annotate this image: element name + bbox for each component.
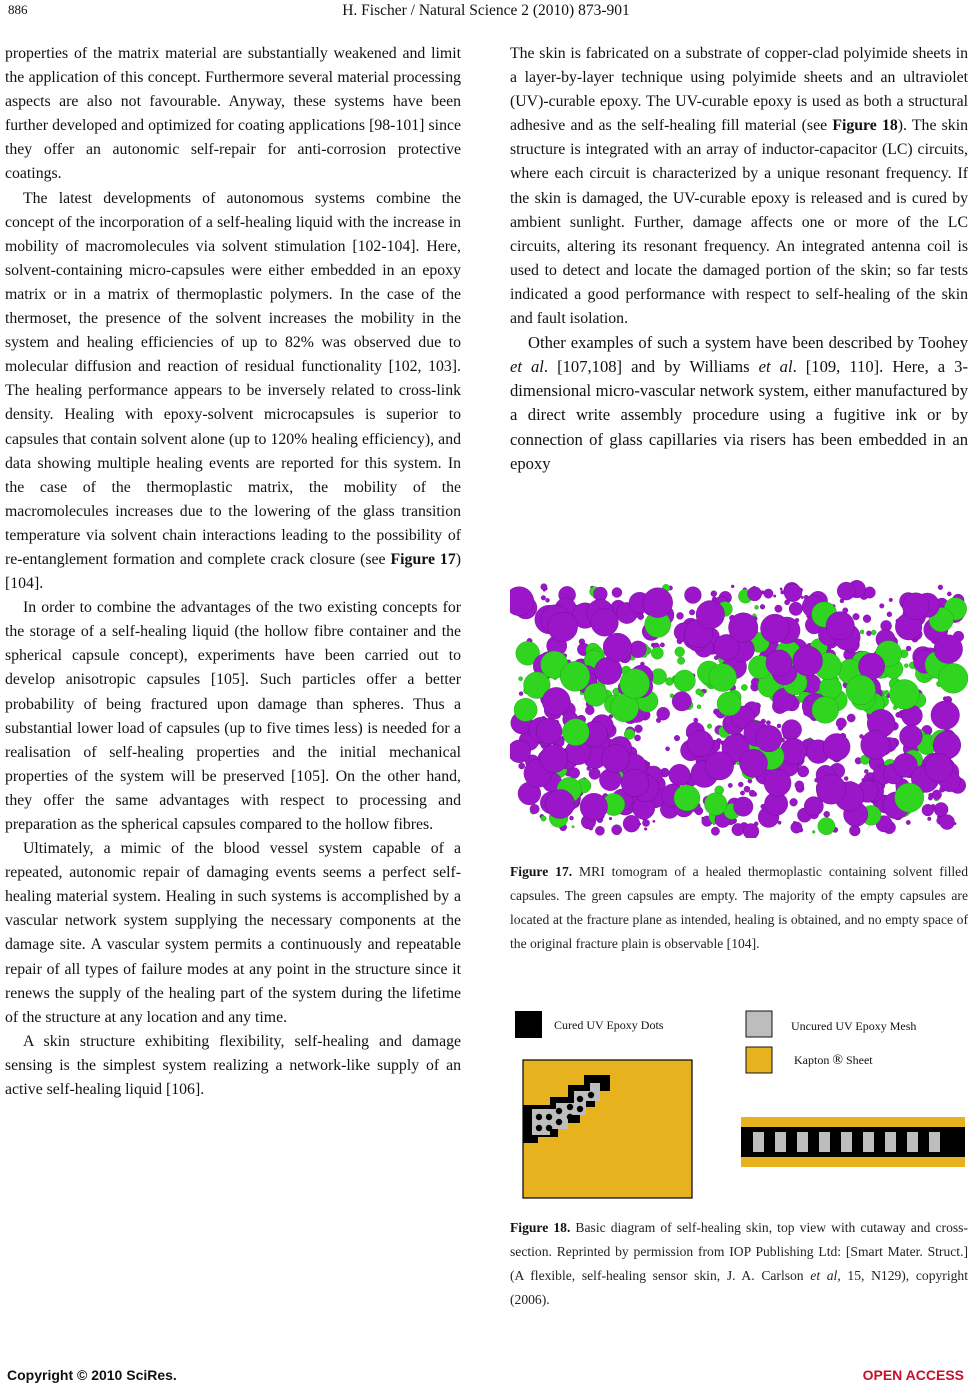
filled-capsule-blob	[847, 714, 855, 722]
filled-capsule-blob	[734, 797, 753, 816]
filled-capsule-blob	[603, 633, 632, 662]
filled-capsule-blob	[866, 631, 871, 636]
figure-reference: Figure 18	[832, 117, 898, 135]
empty-capsule-blob	[519, 677, 523, 681]
running-title: H. Fischer / Natural Science 2 (2010) 873-901	[342, 2, 630, 19]
empty-capsule-blob	[696, 689, 702, 695]
filled-capsule-blob	[540, 745, 568, 773]
filled-capsule-blob	[635, 725, 643, 733]
filled-capsule-blob	[696, 601, 724, 629]
empty-capsule-blob	[904, 664, 908, 668]
filled-capsule-blob	[672, 692, 691, 711]
filled-capsule-blob	[687, 730, 713, 756]
filled-capsule-blob	[780, 738, 806, 764]
empty-capsule-blob	[812, 697, 839, 724]
filled-capsule-blob	[738, 782, 743, 787]
empty-capsule-blob	[620, 669, 650, 699]
filled-capsule-blob	[595, 826, 604, 835]
empty-capsule-blob	[895, 783, 924, 812]
filled-capsule-blob	[623, 815, 640, 832]
filled-capsule-blob	[889, 598, 893, 602]
filled-capsule-blob	[749, 790, 755, 796]
filled-capsule-blob	[934, 635, 963, 664]
filled-capsule-blob	[674, 735, 680, 741]
filled-capsule-blob	[906, 820, 910, 824]
filled-capsule-blob	[777, 724, 781, 728]
filled-capsule-blob	[766, 721, 770, 725]
filled-capsule-blob	[778, 821, 781, 824]
figure-18-diagram	[510, 1003, 970, 1203]
legend-cured-label: Cured UV Epoxy Dots	[554, 1018, 664, 1032]
empty-capsule-blob	[704, 793, 727, 816]
filled-capsule-blob	[570, 816, 574, 820]
filled-capsule-blob	[729, 613, 758, 642]
filled-capsule-blob	[731, 585, 734, 588]
filled-capsule-blob	[530, 804, 539, 813]
filled-capsule-blob	[669, 764, 690, 785]
figure-reference: Figure 17	[390, 550, 456, 568]
filled-capsule-blob	[711, 827, 719, 835]
paragraph: Ultimately, a mimic of the blood vessel system capable of a repeated, autonomic repair of damaging events seems a perfect self-healing material system. Healing in such systems is accomplished by a vascular network system supplying the necessary components at the damage site. A vascular system permits a continuously and repeatable repair of all types of failure modes at any point in the structure since it renews the supply of the healing part of the system during the lifetime of the structure at any location and any time.	[5, 840, 461, 1026]
empty-capsule-blob	[707, 724, 712, 729]
filled-capsule-blob	[784, 584, 802, 602]
legend-uncured-label: Uncured UV Epoxy Mesh	[791, 1019, 917, 1033]
empty-capsule-blob	[741, 684, 747, 690]
filled-capsule-blob	[685, 587, 702, 604]
figure-17-mri-tomogram	[510, 580, 968, 838]
empty-capsule-blob	[812, 831, 815, 834]
empty-capsule-blob	[675, 647, 685, 657]
filled-capsule-blob	[541, 596, 546, 601]
filled-capsule-blob	[826, 612, 854, 640]
top-view-cutaway	[523, 1060, 692, 1198]
filled-capsule-blob	[694, 718, 698, 722]
footer-copyright: Copyright © 2010 SciRes.	[7, 1367, 177, 1383]
figure-18-caption: Figure 18. Basic diagram of self-healing skin, top view with cutaway and cross-section. Reprinted by permission from IOP Publishing Ltd: [Smart Mater. Struct.] (A flexible, self-healing sensor skin, J. A. Carlson et al, 15, N129), copyright (2006).	[510, 1220, 968, 1307]
filled-capsule-blob	[542, 687, 570, 715]
filled-capsule-blob	[546, 790, 575, 819]
empty-capsule-blob	[938, 663, 968, 693]
empty-capsule-blob	[890, 680, 920, 710]
figure-17-caption: Figure 17. MRI tomogram of a healed thermoplastic containing solvent filled capsules. The green capsules are empty. The majority of the empty capsules are located at the fracture plane as intended, healing is obtained, and no empty space of the original fracture plain is observable [104].	[510, 864, 968, 951]
filled-capsule-blob	[519, 692, 523, 696]
filled-capsule-blob	[887, 612, 892, 617]
filled-capsule-blob	[947, 592, 951, 596]
filled-capsule-blob	[863, 615, 871, 623]
right-column	[510, 42, 968, 476]
empty-capsule-blob	[584, 683, 607, 706]
filled-capsule-blob	[864, 769, 868, 773]
empty-capsule-blob	[818, 818, 835, 835]
filled-capsule-blob	[906, 646, 911, 651]
empty-capsule-blob	[651, 647, 663, 659]
empty-capsule-blob	[562, 719, 589, 746]
empty-capsule-blob	[755, 605, 759, 609]
empty-capsule-blob	[674, 670, 696, 692]
filled-capsule-blob	[666, 747, 670, 751]
filled-capsule-blob	[932, 790, 942, 800]
filled-capsule-blob	[760, 604, 765, 609]
filled-capsule-blob	[705, 752, 733, 780]
empty-capsule-blob	[560, 661, 590, 691]
filled-capsule-blob	[589, 768, 600, 779]
empty-capsule-blob	[572, 826, 574, 828]
filled-capsule-blob	[791, 822, 802, 833]
filled-capsule-blob	[756, 725, 783, 752]
filled-capsule-blob	[642, 819, 649, 826]
paragraph: The latest developments of autonomous systems combine the concept of the incorporation of a self-healing liquid with the increase in mobility of macromolecules via solvent stimulation [102-104]. Here, solvent-containing micro-capsules were either embedded in an epoxy matrix or in a matrix of thermoplastic polymers. In the case of the thermoset, the presence of the solvent increases the mobility in the system and healing efficiencies of up to 82% was observed due to molecular diffusion and reaction of residual functionality [102, 103]. The healing performance appears to be inversely related to cross-link density. Healing with epoxy-solvent microcapsules is superior to capsules that contain solvent alone (up to 120% healing efficiency), and data showing multiple healing events are reported for this system. In the case of the thermoplastic matrix, the mobility of the macromolecules increases due to the lowering of the glass transition temperature via solvent chain interactions leading to the possibility of re-entanglement formation and complete crack closure (see Figure 17) [104].	[5, 189, 461, 593]
filled-capsule-blob	[548, 612, 578, 642]
filled-capsule-blob	[740, 749, 768, 777]
empty-capsule-blob	[697, 705, 701, 709]
empty-capsule-blob	[871, 630, 876, 635]
filled-capsule-blob	[740, 791, 744, 795]
filled-capsule-blob	[766, 650, 792, 676]
empty-capsule-blob	[541, 816, 546, 821]
filled-capsule-blob	[775, 605, 782, 612]
filled-capsule-blob	[795, 781, 804, 790]
filled-capsule-blob	[793, 646, 823, 676]
empty-capsule-blob	[674, 785, 700, 811]
empty-capsule-blob	[709, 664, 737, 692]
filled-capsule-blob	[541, 584, 547, 590]
empty-capsule-blob	[717, 692, 741, 716]
legend-uncured-swatch	[746, 1011, 772, 1037]
filled-capsule-blob	[612, 825, 622, 835]
filled-capsule-blob	[764, 589, 773, 598]
left-column	[5, 42, 461, 1102]
filled-capsule-blob	[660, 643, 664, 647]
filled-capsule-blob	[644, 828, 647, 831]
filled-capsule-blob	[612, 588, 622, 598]
filled-capsule-blob	[594, 587, 608, 601]
filled-capsule-blob	[773, 595, 776, 598]
filled-capsule-blob	[744, 786, 750, 792]
empty-capsule-blob	[514, 698, 537, 721]
filled-capsule-blob	[728, 783, 732, 787]
filled-capsule-blob	[837, 582, 855, 600]
filled-capsule-blob	[621, 769, 649, 797]
filled-capsule-blob	[689, 610, 695, 616]
filled-capsule-blob	[853, 613, 860, 620]
filled-capsule-blob	[789, 602, 802, 615]
empty-capsule-blob	[677, 657, 684, 664]
filled-capsule-blob	[585, 706, 594, 715]
filled-capsule-blob	[902, 593, 929, 620]
filled-capsule-blob	[602, 745, 630, 773]
filled-capsule-blob	[546, 598, 550, 602]
filled-capsule-blob	[836, 718, 846, 728]
legend-cured-swatch	[515, 1011, 542, 1038]
paragraph: A skin structure exhibiting flexibility, self-healing and damage sensing is the simplest system realizing a network-like supply of an active self-healing liquid [106].	[5, 1032, 461, 1099]
filled-capsule-blob	[931, 701, 960, 730]
filled-capsule-blob	[748, 587, 762, 601]
filled-capsule-blob	[790, 798, 798, 806]
filled-capsule-blob	[743, 824, 759, 839]
filled-capsule-blob	[764, 770, 791, 797]
filled-capsule-blob	[928, 796, 932, 800]
footer-open-access: OPEN ACCESS	[862, 1367, 964, 1383]
paragraph: The skin is fabricated on a substrate of copper-clad polyimide sheets in a layer-by-layer technique using polyimide sheets and an ultraviolet (UV)-curable epoxy. The UV-curable epoxy is used as both a structural adhesive and as the self-healing fill material (see Figure 18). The skin structure is integrated with an array of inductor-capacitor (LC) circuits, where each circuit is characterized by a unique resonant frequency. If the skin is damaged, the UV-curable epoxy is released and is cured by ambient sunlight. Further, damage affects one or more of the LC circuits, altering its resonant frequency. An integrated antenna coil is used to detect and locate the damaged portion of the skin; so far tests indicated a good performance with respect to self-healing of the skin and fault isolation.	[510, 45, 968, 328]
filled-capsule-blob	[653, 820, 655, 822]
legend-kapton-swatch	[746, 1047, 772, 1073]
filled-capsule-blob	[925, 754, 953, 782]
filled-capsule-blob	[849, 825, 860, 836]
filled-capsule-blob	[748, 779, 752, 783]
filled-capsule-blob	[643, 588, 673, 618]
filled-capsule-blob	[510, 740, 531, 763]
filled-capsule-blob	[519, 763, 525, 769]
filled-capsule-blob	[780, 588, 782, 590]
filled-capsule-blob	[900, 725, 923, 748]
filled-capsule-blob	[657, 707, 670, 720]
page-number: 886	[8, 2, 28, 17]
filled-capsule-blob	[536, 718, 562, 744]
filled-capsule-blob	[761, 614, 790, 643]
empty-capsule-blob	[860, 630, 864, 634]
filled-capsule-blob	[938, 585, 943, 590]
filled-capsule-blob	[569, 768, 580, 779]
filled-capsule-blob	[844, 777, 848, 781]
filled-capsule-blob	[861, 731, 890, 760]
filled-capsule-blob	[580, 793, 607, 820]
filled-capsule-blob	[801, 596, 804, 599]
paragraph: In order to combine the advantages of the two existing concepts for the storage of a self-healing liquid (the hollow fibre container and the spherical capsule concept), experiments have been carried out to develop anisotropic capsules [105]. Such particles offer a better probability of being fractured upon damage than spheres. Thus a substantial lower load of capsules (up to five times less) is needed for a realisation of self-healing properties and the initial mechanical properties of the system will be preserved [105]. On the other hand, they offer the same advantages with respect to processing and preparation as the spherical capsules compared to the hollow fibres.	[5, 599, 461, 833]
empty-capsule-blob	[846, 675, 876, 705]
paragraph: Other examples of such a system have been described by Toohey et al. [107,108] and by Williams et al. [109, 110]. Here, a 3-dimensional micro-vascular network system, either manufactured by a direct write assembly procedure using a fugitive ink or by connection of glass capillaries via risers has been embedded in an epoxy	[510, 333, 968, 473]
filled-capsule-blob	[782, 720, 802, 740]
filled-capsule-blob	[880, 604, 885, 609]
filled-capsule-blob	[630, 641, 647, 658]
legend-kapton-label: Kapton ® Sheet	[794, 1053, 873, 1068]
filled-capsule-blob	[934, 803, 948, 817]
filled-capsule-blob	[922, 804, 934, 816]
cross-section	[741, 1117, 965, 1167]
filled-capsule-blob	[591, 609, 619, 637]
filled-capsule-blob	[940, 815, 955, 830]
filled-capsule-blob	[824, 811, 830, 817]
paragraph: properties of the matrix material are substantially weakened and limit the application of this concept. Furthermore several material processing aspects are also not favourable. Anyway, these systems have been further developed and optimized for coating applications [98-101] since they offer an autonomic self-repair for anti-corrosion protective coatings.	[5, 45, 461, 183]
empty-capsule-blob	[666, 678, 674, 686]
filled-capsule-blob	[677, 612, 684, 619]
filled-capsule-blob	[711, 591, 717, 597]
filled-capsule-blob	[823, 734, 850, 761]
filled-capsule-blob	[634, 735, 640, 741]
filled-capsule-blob	[928, 817, 932, 821]
filled-capsule-blob	[798, 766, 809, 777]
filled-capsule-blob	[816, 774, 846, 804]
filled-capsule-blob	[732, 823, 744, 835]
filled-capsule-blob	[609, 817, 612, 820]
